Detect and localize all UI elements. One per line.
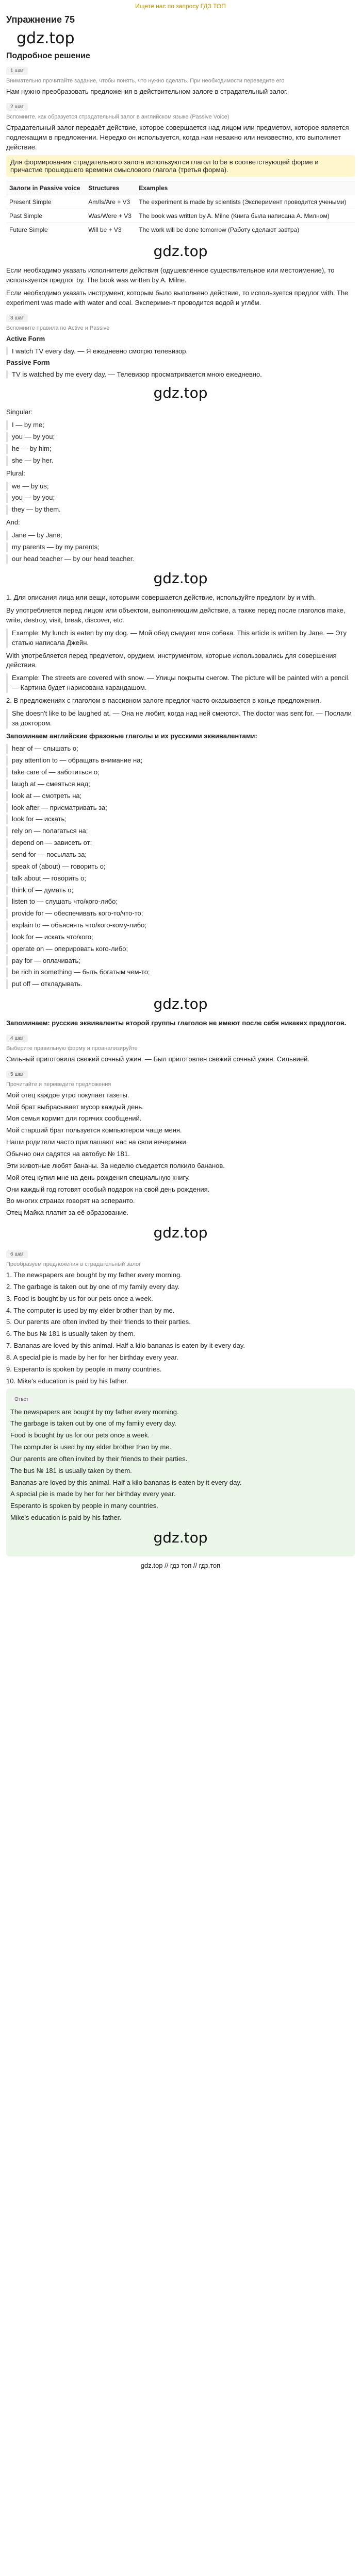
list-item: think of — думать о; <box>6 886 355 895</box>
page-title: Упражнение 75 <box>6 14 75 25</box>
passive-form-title: Passive Form <box>6 358 50 366</box>
list-item: Мой отец купил мне на день рождения специальную книгу. <box>6 1173 190 1181</box>
and-list <box>6 531 355 564</box>
list-item: you — by you; <box>6 432 355 442</box>
step-4-text: Сильный приготовила свежий сочный ужин. — Был приготовлен свежий сочный ужин. Сильвией. <box>6 1055 310 1063</box>
rule: 2. В предложениях с глаголом в пассивном залоге предлог часто оказывается в конце предложения. <box>6 697 321 704</box>
list-item: Отец Майка платит за её образование. <box>6 1209 129 1217</box>
list-item: look for — искать; <box>6 815 355 824</box>
list-item: our head teacher — by our head teacher. <box>6 554 355 564</box>
answer-list <box>10 1408 351 1523</box>
watermark: gdz.top <box>17 29 75 47</box>
list-item: we — by us; <box>6 482 355 492</box>
answer-label: Ответ <box>10 1396 32 1403</box>
content <box>0 14 361 1556</box>
active-form-example: I watch TV every day. — Я ежедневно смотрю телевизор. <box>6 347 355 355</box>
step-4-hint: Выберите правильную форму и проанализируйте <box>6 1045 138 1052</box>
table-cell: The experiment is made by scientists (Эксперимент проводится учеными) <box>136 195 355 209</box>
active-form-title: Active Form <box>6 334 45 343</box>
step-1-text: Нам нужно преобразовать предложения в действительном залоге в страдательный залог. <box>6 88 288 95</box>
list-item: The newspapers are bought by my father every morning. <box>10 1408 179 1416</box>
list-item: 1. The newspapers are bought by my father every morning. <box>6 1271 182 1279</box>
watermark: gdz.top <box>153 1529 208 1546</box>
footer: gdz.top // гдз топ // гдз.топ <box>140 1562 221 1570</box>
list-item: Во многих странах говорят на эсперанто. <box>6 1197 135 1205</box>
step-4-label: 4 шаг <box>6 1035 28 1042</box>
list-item: speak of (about) — говорить о; <box>6 862 355 872</box>
step-5 <box>6 1067 355 1218</box>
table-cell: Will be + V3 <box>85 223 136 237</box>
table-header: Examples <box>136 181 355 195</box>
list-item: they — by them. <box>6 505 355 515</box>
table-cell: Present Simple <box>6 195 85 209</box>
phrasal-list <box>6 744 355 989</box>
step-2-hint: Вспомните, как образуется страдательный залог в английском языке (Passive Voice) <box>6 113 229 120</box>
list-item: hear of — слышать о; <box>6 744 355 754</box>
and-title: And: <box>6 518 20 527</box>
list-item: send for — посылать за; <box>6 850 355 860</box>
list-item: Esperanto is spoken by people in many countries. <box>10 1502 158 1510</box>
list-item: 5. Our parents are often invited by their friends to their parties. <box>6 1318 191 1326</box>
list-item: Мой брат выбрасывает мусор каждый день. <box>6 1103 144 1111</box>
list-item: take care of — заботиться о; <box>6 768 355 777</box>
list-item: 3. Food is bought by us for our pets once a week. <box>6 1294 153 1302</box>
list-item: Наши родители часто приглашают нас на свои вечеринки. <box>6 1138 188 1146</box>
list-item: Our parents are often invited by their friends to their parties. <box>10 1454 188 1463</box>
translation-list <box>6 1091 355 1218</box>
table-row <box>6 223 355 237</box>
list-item: 9. Esperanto is spoken by people in many countries. <box>6 1365 162 1373</box>
step-2-note-2: Если необходимо указать инструмент, которым было выполнено действие, то используется предлог with. The experiment was made with water and coal. Эксперимент проводится водой и углём. <box>6 289 349 307</box>
phrasal-memo: Запоминаем: русские эквиваленты второй группы глаголов не имеют после себя никаких предлогов. <box>6 1019 347 1027</box>
watermark: gdz.top <box>153 1224 208 1242</box>
table-cell: Am/Is/Are + V3 <box>85 195 136 209</box>
list-item: The garbage is taken out by one of my family every day. <box>10 1419 177 1428</box>
list-item: put off — откладывать. <box>6 979 355 989</box>
passive-list <box>6 1270 355 1386</box>
step-1-hint: Внимательно прочитайте задание, чтобы понять, что нужно сделать. При необходимости переведите его <box>6 78 285 84</box>
table-cell: Future Simple <box>6 223 85 237</box>
table-cell: The book was written by A. Milne (Книга была написана А. Милном) <box>136 209 355 223</box>
phrasal-title: Запоминаем английские фразовые глаголы и их русскими эквивалентами: <box>6 732 257 740</box>
table-cell: Was/Were + V3 <box>85 209 136 223</box>
rule: Example: The streets are covered with snow. — Улицы покрыты снегом. The picture will be painted with a pencil. — Картина будет нарисована карандашом. <box>6 673 355 693</box>
list-item: Обычно они садятся на автобус № 181. <box>6 1150 130 1158</box>
list-item: be rich in something — быть богатым чем-то; <box>6 968 355 977</box>
table-cell: The work will be done tomorrow (Работу сделают завтра) <box>136 223 355 237</box>
step-6-label: 6 шаг <box>6 1250 28 1258</box>
list-item: 2. The garbage is taken out by one of my family every day. <box>6 1282 180 1291</box>
list-item: Bananas are loved by this animal. Half a kilo bananas is eaten by it every day. <box>10 1478 242 1486</box>
list-item: A special pie is made by her for her birthday every year. <box>10 1490 176 1498</box>
rule: She doesn't like to be laughed at. — Она не любит, когда над ней смеются. The doctor was sent for. — Послали за доктором. <box>6 709 355 728</box>
rule: By употребляется перед лицом или объектом, выполняющим действие, а также перед после глаголов make, write, destroy, visit, break, discover, etc. <box>6 606 346 624</box>
answer-section <box>6 1388 355 1556</box>
list-item: listen to — слушать что/кого-либо; <box>6 897 355 907</box>
step-2-paragraph-1: Страдательный залог передаёт действие, которое совершается над лицом или предметом, которое является подлежащим в предложении. Нередко он используется, когда нам неважно или неизвестно, кто выполняет действие. <box>6 123 349 151</box>
passive-table <box>6 181 355 236</box>
step-2-paragraph-2: Для формирования страдательного залога используются глагол to be в соответствующей форме и причастие прошедшего времени смыслового глагола (третья форма). <box>6 155 355 177</box>
step-3-hint: Вспомните правила по Active и Passive <box>6 325 110 331</box>
list-item: Моя семья кормит для горячих сообщений. <box>6 1114 142 1123</box>
list-item: operate on — оперировать кого-либо; <box>6 944 355 954</box>
list-item: my parents — by my parents; <box>6 543 355 552</box>
list-item: Эти животные любят бананы. За неделю съедается полкило бананов. <box>6 1161 225 1170</box>
step-2-note-1: Если необходимо указать исполнителя действия (одушевлённое существительное или местоимение), то используется предлог by. The book was written by A. Milne. <box>6 266 335 284</box>
list-item: you — by you; <box>6 493 355 503</box>
step-5-label: 5 шаг <box>6 1071 28 1078</box>
list-item: Мой старший брат пользуется компьютером чаще меня. <box>6 1126 182 1134</box>
list-item: The computer is used by my elder brother than by me. <box>10 1443 172 1451</box>
singular-title: Singular: <box>6 408 33 416</box>
table-header: Залоги in Passive voice <box>6 181 85 195</box>
step-4 <box>6 1031 355 1064</box>
list-item: pay attention to — обращать внимание на; <box>6 756 355 766</box>
rule: 1. Для описания лица или вещи, которыми совершается действие, используйте предлоги by и with. <box>6 594 316 602</box>
list-item: 6. The bus № 181 is usually taken by them. <box>6 1330 136 1338</box>
list-item: Jane — by Jane; <box>6 531 355 540</box>
table-cell: Past Simple <box>6 209 85 223</box>
step-3 <box>6 311 355 1028</box>
list-item: look at — смотреть на; <box>6 791 355 801</box>
plural-list <box>6 482 355 515</box>
list-item: Food is bought by us for our pets once a week. <box>10 1431 150 1439</box>
table-header: Structures <box>85 181 136 195</box>
table-row <box>6 209 355 223</box>
list-item: talk about — говорить о; <box>6 874 355 884</box>
watermark: gdz.top <box>153 384 208 402</box>
passive-form-example: TV is watched by me every day. — Телевизор просматривается мною ежедневно. <box>6 370 355 378</box>
list-item: 4. The computer is used by my elder brother than by me. <box>6 1306 175 1314</box>
list-item: Mike's education is paid by his father. <box>10 1514 121 1522</box>
watermark: gdz.top <box>153 243 208 260</box>
step-5-hint: Прочитайте и переведите предложения <box>6 1081 111 1088</box>
step-2 <box>6 100 355 308</box>
step-1-label: 1 шаг <box>6 67 28 75</box>
list-item: he — by him; <box>6 444 355 454</box>
plural-title: Plural: <box>6 469 25 477</box>
step-6 <box>6 1247 355 1386</box>
step-1 <box>6 64 355 97</box>
rule: Example: My lunch is eaten by my dog. — Мой обед съедает моя собака. This article is written by Jane. — Эту статью написала Джейн. <box>6 629 355 648</box>
list-item: The bus № 181 is usually taken by them. <box>10 1466 132 1475</box>
list-item: rely on — полагаться на; <box>6 826 355 836</box>
list-item: 8. A special pie is made by her for her birthday every year. <box>6 1353 178 1361</box>
list-item: I — by me; <box>6 420 355 430</box>
step-6-hint: Преобразуем предложения в страдательный залог <box>6 1261 141 1268</box>
watermark: gdz.top <box>153 570 208 587</box>
list-item: Они каждый год готовят особый подарок на свой день рождения. <box>6 1185 210 1193</box>
step-2-label: 2 шаг <box>6 103 28 111</box>
list-item: pay for — оплачивать; <box>6 956 355 966</box>
list-item: look for — искать что/кого; <box>6 933 355 942</box>
list-item: she — by her. <box>6 456 355 466</box>
step-3-label: 3 шаг <box>6 314 28 322</box>
singular-list <box>6 420 355 465</box>
top-banner-link[interactable]: Ищете нас по запросу ГДЗ ТОП <box>135 3 226 10</box>
list-item: depend on — зависеть от; <box>6 838 355 848</box>
list-item: explain to — объяснять что/кого-кому-либо; <box>6 921 355 930</box>
list-item: 10. Mike's education is paid by his father. <box>6 1377 128 1385</box>
list-item: look after — присматривать за; <box>6 803 355 813</box>
list-item: 7. Bananas are loved by this animal. Half a kilo bananas is eaten by it every day. <box>6 1342 245 1350</box>
rule: With употребляется перед предметом, орудием, инструментом, которые использовались для совершения действия. <box>6 651 337 669</box>
top-banner <box>0 0 361 12</box>
page-subtitle: Подробное решение <box>6 52 90 60</box>
list-item: Мой отец каждое утро покупает газеты. <box>6 1091 129 1099</box>
list-item: laugh at — смеяться над; <box>6 779 355 789</box>
watermark: gdz.top <box>153 995 208 1013</box>
table-row <box>6 195 355 209</box>
list-item: provide for — обеспечивать кого-то/что-то; <box>6 909 355 919</box>
